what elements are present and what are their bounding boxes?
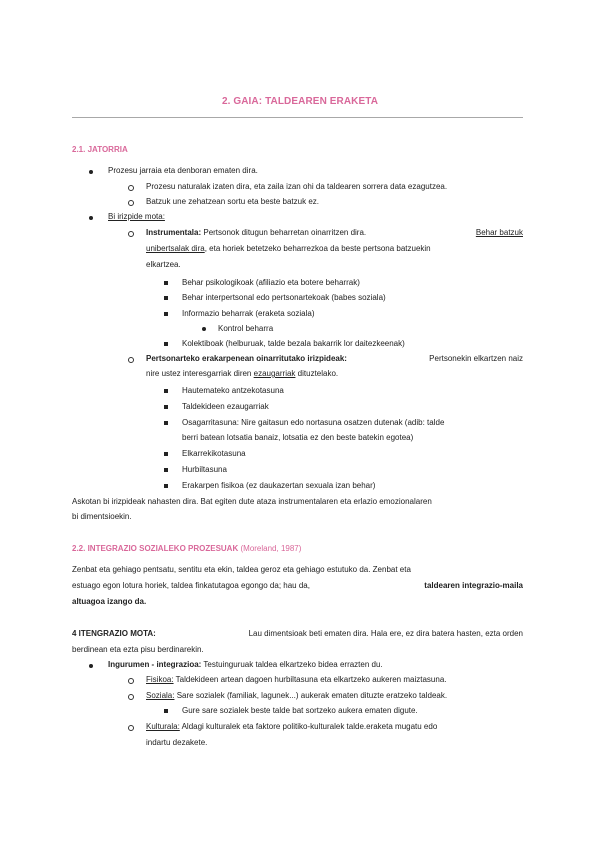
list-item: Erakarpen fisikoa (ez daukazertan sexuala izan behar)	[182, 481, 376, 490]
pertsonarteko-line-2: nire ustez interesgarriak diren ezaugarriak dituztelako.	[146, 369, 339, 378]
square-bullet-icon	[164, 484, 168, 488]
square-bullet-icon	[164, 421, 168, 425]
circle-bullet-icon	[128, 694, 134, 700]
list-item: Behar interpertsonal edo pertsonartekoak (babes soziala)	[182, 293, 386, 302]
list-item: Prozesu naturalak izaten dira, eta zaila izan ohi da taldearen sorrera data ezagutzea.	[146, 182, 448, 191]
instrumentala-line-1: Instrumentala: Pertsonok ditugun beharretan oinarritzen dira. Behar batzuk	[146, 228, 523, 237]
circle-bullet-icon	[128, 725, 134, 731]
bullet-icon	[202, 327, 206, 331]
paragraph-line: 4 ITENGRAZIO MOTA: Lau dimentsioak beti ematen dira. Hala ere, ez dira batera hasten, ezta orden	[72, 629, 523, 638]
list-item: Bi irizpide mota:	[108, 212, 165, 221]
circle-bullet-icon	[128, 231, 134, 237]
square-bullet-icon	[164, 389, 168, 393]
section-heading-jatorria: 2.1. JATORRIA	[72, 145, 128, 154]
circle-bullet-icon	[128, 357, 134, 363]
list-item: Osagarritasuna: Nire gaitasun edo nortasuna osatzen dutenak (adib: talde	[182, 418, 445, 427]
list-item: Prozesu jarraia eta denboran ematen dira.	[108, 166, 258, 175]
list-item-continuation: berri batean lotsatia banaiz, lotsatia ez den beste batekin egotea)	[182, 433, 414, 442]
list-item: Ingurumen - integrazioa: Testuinguruak taldea elkartzeko bidea errazten du.	[108, 660, 383, 669]
paragraph-line: altuagoa izango da.	[72, 597, 147, 606]
list-item: Kulturala: Aldagi kulturalek eta faktore politiko-kulturalek talde.eraketa mugatu edo	[146, 722, 438, 731]
list-item: Kolektiboak (helburuak, talde bezala bakarrik lor daitezkeenak)	[182, 339, 405, 348]
pertsonarteko-line-1: Pertsonarteko erakarpenean oinarritutako irizpideak: Pertsonekin elkartzen naiz	[146, 354, 523, 363]
list-item-continuation: indartu dezakete.	[146, 738, 208, 747]
square-bullet-icon	[164, 281, 168, 285]
paragraph-line: berdinean eta ezta pisu berdinarekin.	[72, 645, 204, 654]
page-title: 2. GAIA: TALDEAREN ERAKETA	[221, 96, 379, 107]
paragraph-line: estuago egon lotura horiek, taldea finkatutagoa egongo da; hau da, taldearen integrazio-maila	[72, 581, 523, 590]
paragraph-line: Askotan bi irizpideak nahasten dira. Bat egiten dute ataza instrumentalaren eta erlazio emozionalaren	[72, 497, 432, 506]
circle-bullet-icon	[128, 185, 134, 191]
bullet-icon	[89, 170, 93, 174]
section-heading-integrazio: 2.2. INTEGRAZIO SOZIALEKO PROZESUAK (Moreland, 1987)	[72, 544, 302, 553]
list-item: Soziala: Sare sozialek (familiak, lagunek...) aukerak ematen dituzte eratzeko taldeak.	[146, 691, 448, 700]
square-bullet-icon	[164, 296, 168, 300]
list-item: Informazio beharrak (eraketa soziala)	[182, 309, 315, 318]
list-item: Hautemateko antzekotasuna	[182, 386, 284, 395]
list-item: Elkarrekikotasuna	[182, 449, 246, 458]
square-bullet-icon	[164, 342, 168, 346]
circle-bullet-icon	[128, 678, 134, 684]
bullet-icon	[89, 664, 93, 668]
square-bullet-icon	[164, 452, 168, 456]
square-bullet-icon	[164, 312, 168, 316]
list-item: Fisikoa: Taldekideen artean dagoen hurbiltasuna eta elkartzeko aukeren maiztasuna.	[146, 675, 447, 684]
instrumentala-line-3: elkartzea.	[146, 260, 181, 269]
list-item: Behar psikologikoak (afiliazio eta botere beharrak)	[182, 278, 360, 287]
paragraph-line: Zenbat eta gehiago pentsatu, sentitu eta ekin, taldea geroz eta gehiago estutuko da. Zenbat eta	[72, 565, 411, 574]
list-item: Hurbiltasuna	[182, 465, 227, 474]
circle-bullet-icon	[128, 200, 134, 206]
square-bullet-icon	[164, 405, 168, 409]
list-item: Kontrol beharra	[218, 324, 274, 333]
instrumentala-line-2: unibertsalak dira, eta horiek betetzeko beharrezkoa da beste pertsona batzuekin	[146, 244, 431, 253]
list-item: Gure sare sozialek beste talde bat sortzeko aukera ematen digute.	[182, 706, 418, 715]
list-item: Taldekideen ezaugarriak	[182, 402, 269, 411]
square-bullet-icon	[164, 468, 168, 472]
list-item: Batzuk une zehatzean sortu eta beste batzuk ez.	[146, 197, 319, 206]
bullet-icon	[89, 216, 93, 220]
paragraph-line: bi dimentsioekin.	[72, 512, 132, 521]
title-divider	[72, 117, 523, 118]
square-bullet-icon	[164, 709, 168, 713]
